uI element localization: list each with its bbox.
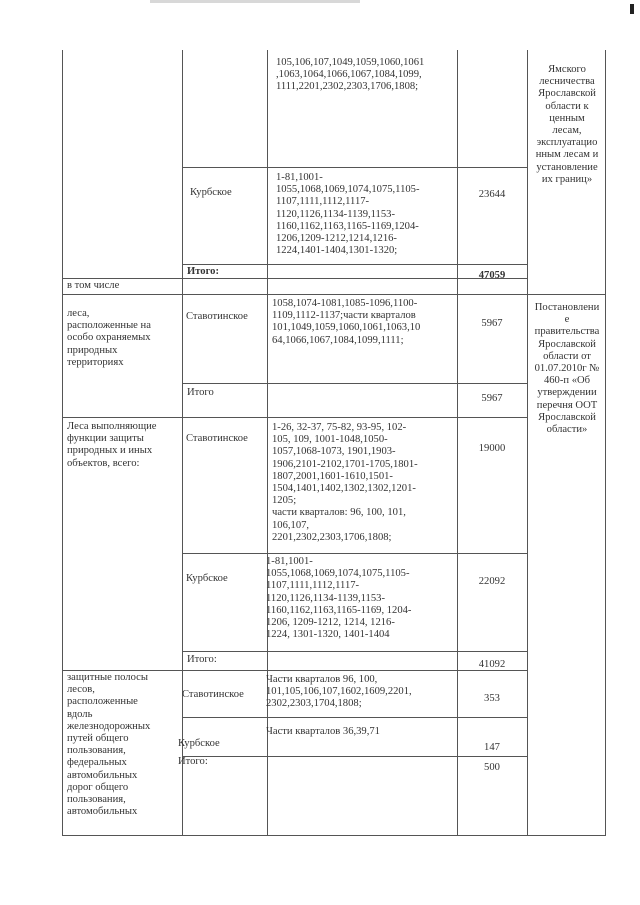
total-label-oopt: Итого (187, 387, 214, 398)
area-value-protect-kurb: 22092 (478, 576, 506, 587)
row-border-j (182, 717, 527, 718)
forestry-stavotinskoe-belts: Ставотинское (182, 689, 244, 700)
total-value-oopt: 5967 (481, 393, 503, 404)
row-border-bottom (62, 835, 605, 836)
area-value-protect: 19000 (478, 443, 506, 454)
row-border-f (62, 417, 527, 418)
row-border-g (182, 553, 527, 554)
scan-smudge (150, 0, 360, 3)
legal-basis-oopt: Постановлени е правительства Ярославской области от 01.07.2010г № 460-п «Об утверждении перечня ООТ Ярославской области» (534, 302, 600, 436)
category-protective-belts: защитные полосы лесов, расположенные вдоль железнодорожных путей общего пользования, федеральных автомобильных дорог общего пользования, автомобильных (67, 672, 151, 818)
area-value-oopt: 5967 (481, 318, 503, 329)
forestry-stavotinskoe-oopt: Ставотинское (186, 311, 248, 322)
scan-mark (630, 4, 634, 14)
row-border-b (182, 264, 527, 265)
quarters-text-belts-kurb: Части кварталов 36,39,71 (266, 726, 380, 737)
total-label-1: Итого: (187, 266, 219, 277)
legal-basis-top: Ямского лесничества Ярославской области к ценным лесам, эксплуатацио нным лесам и установление их границ» (535, 64, 599, 185)
total-label-belts: Итого: (178, 756, 208, 767)
col-border-0 (62, 50, 63, 836)
col-border-5 (605, 50, 606, 836)
quarters-text-oopt: 1058,1074-1081,1085-1096,1100- 1109,1112-1137;части кварталов 101,1049,1059,1060,1061,1063,10 64,1066,1067,1084,1099,1111; (272, 298, 421, 346)
quarters-text-protect: 1-26, 32-37, 75-82, 93-95, 102- 105, 109, 1001-1048,1050- 1057,1068-1073, 1901,1903- 1906,2101-2102,1701-1705,1801- 1807,2001,1601-1610,1501- 1504,1401,1402,1302,1302,1201- 1205; части кварталов: 96, 100, 101, 106,107, 2201,2302,2303,1706,1808; (272, 422, 418, 543)
forestry-kurbskoe-belts: Курбское (178, 738, 220, 749)
including-label: в том числе (67, 280, 120, 291)
row-border-c (62, 278, 527, 279)
total-value-protect: 41092 (478, 659, 506, 670)
area-value-belts-kurb: 147 (484, 742, 500, 753)
quarters-text-1: 105,106,107,1049,1059,1060,1061 ,1063,1064,1066,1067,1084,1099, 1111,2201,2302,2303,1706,1808; (276, 57, 425, 93)
row-border-e (182, 383, 527, 384)
total-value-belts: 500 (484, 762, 500, 773)
row-border-h (182, 651, 527, 652)
forestry-kurbskoe-protect: Курбское (186, 573, 228, 584)
row-border-d (62, 294, 605, 295)
col-border-4 (527, 50, 528, 836)
total-label-protect: Итого: (187, 654, 217, 665)
area-value-belts-stav: 353 (484, 693, 500, 704)
total-value-1: 47059 (478, 270, 506, 281)
quarters-text-protect-kurb: 1-81,1001- 1055,1068,1069,1074,1075,1105- 1107,1111,1112,1117- 1120,1126,1134-1139,1153- 1160,1162,1163,1165-1169, 1204- 1206, 1209-1212, 1214, 1216- 1224, 1301-1320, 1401-1404 (266, 556, 412, 641)
category-oopt: леса, расположенные на особо охраняемых природных территориях (67, 308, 151, 368)
forestry-stavotinskoe-protect: Ставотинское (186, 433, 248, 444)
area-value-2: 23644 (478, 189, 506, 200)
category-protection: Леса выполняющие функции защиты природных и иных объектов, всего: (67, 421, 157, 469)
quarters-text-belts-stav: Части кварталов 96, 100, 101,105,106,107,1602,1609,2201, 2302,2303,1704,1808; (266, 674, 412, 710)
row-border-a (182, 167, 527, 168)
forestry-kurbskoe: Курбское (190, 187, 232, 198)
row-border-i (62, 670, 527, 671)
quarters-text-2: 1-81,1001- 1055,1068,1069,1074,1075,1105- 1107,1111,1112,1117- 1120,1126,1134-1139,1153- 1160,1162,1163,1165-1169,1204- 1206,1209-1212,1214,1216- 1224,1401-1404,1301-1320; (276, 172, 420, 257)
